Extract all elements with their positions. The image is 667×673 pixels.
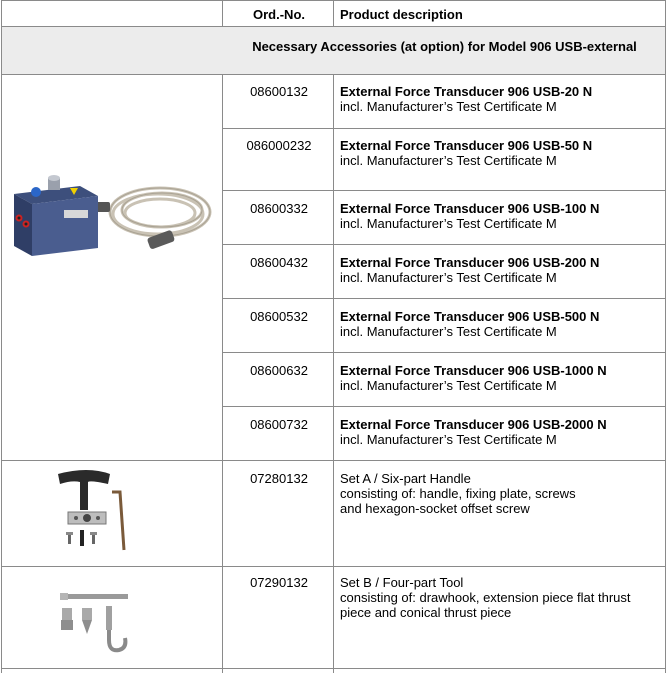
grid-line (222, 128, 666, 129)
grid-line (222, 74, 223, 673)
grid-line (222, 190, 666, 191)
grid-line (1, 74, 666, 75)
column-header-description: Product description (340, 7, 463, 22)
set-b-detail: piece and conical thrust piece (340, 605, 512, 620)
order-number: 08600632 (250, 363, 308, 378)
set-a-detail: consisting of: handle, fixing plate, screws (340, 486, 576, 501)
product-subtitle: incl. Manufacturer’s Test Certificate M (340, 324, 557, 339)
product-description (340, 255, 599, 285)
product-description (340, 309, 599, 339)
handle-set-image (50, 466, 140, 556)
order-number: 07290132 (250, 575, 308, 590)
grid-line (665, 0, 666, 673)
product-subtitle: incl. Manufacturer’s Test Certificate M (340, 270, 557, 285)
product-subtitle: incl. Manufacturer’s Test Certificate M (340, 432, 557, 447)
set-b-detail: consisting of: drawhook, extension piece flat thrust (340, 590, 631, 605)
set-a-detail: and hexagon-socket offset screw (340, 501, 530, 516)
grid-line (1, 26, 666, 27)
product-title: External Force Transducer 906 USB-200 N (340, 255, 600, 270)
product-title: External Force Transducer 906 USB-100 N (340, 201, 600, 216)
order-number: 08600532 (250, 309, 308, 324)
product-description (340, 363, 607, 393)
grid-line (222, 0, 223, 27)
product-title: External Force Transducer 906 USB-50 N (340, 138, 593, 153)
order-number: 086000232 (246, 138, 312, 153)
order-number: 08600332 (250, 201, 308, 216)
order-number: 08600432 (250, 255, 308, 270)
force-transducer-image (10, 172, 215, 262)
grid-line (1, 0, 2, 673)
product-description (340, 84, 592, 114)
set-a-title: Set A / Six-part Handle (340, 471, 471, 486)
grid-line (222, 352, 666, 353)
order-number: 07280132 (250, 471, 308, 486)
product-title: External Force Transducer 906 USB-20 N (340, 84, 593, 99)
product-subtitle: incl. Manufacturer’s Test Certificate M (340, 216, 557, 231)
order-number: 08600732 (250, 417, 308, 432)
tool-set-image (50, 586, 140, 656)
set-b-description (340, 575, 631, 620)
product-title: External Force Transducer 906 USB-1000 N (340, 363, 607, 378)
grid-line (1, 668, 666, 669)
grid-line (1, 566, 666, 567)
product-subtitle: incl. Manufacturer’s Test Certificate M (340, 99, 557, 114)
grid-line (222, 406, 666, 407)
product-title: External Force Transducer 906 USB-2000 N (340, 417, 607, 432)
set-b-title: Set B / Four-part Tool (340, 575, 464, 590)
grid-line (222, 298, 666, 299)
column-header-ord-no: Ord.-No. (253, 7, 305, 22)
grid-line (1, 460, 666, 461)
order-number: 08600132 (250, 84, 308, 99)
product-subtitle: incl. Manufacturer’s Test Certificate M (340, 378, 557, 393)
set-a-description (340, 471, 576, 516)
grid-line (222, 244, 666, 245)
product-description (340, 417, 607, 447)
grid-line (1, 0, 666, 1)
product-description (340, 138, 592, 168)
product-description (340, 201, 599, 231)
product-title: External Force Transducer 906 USB-500 N (340, 309, 600, 324)
product-subtitle: incl. Manufacturer’s Test Certificate M (340, 153, 557, 168)
section-title: Necessary Accessories (at option) for Model 906 USB-external (252, 39, 637, 54)
